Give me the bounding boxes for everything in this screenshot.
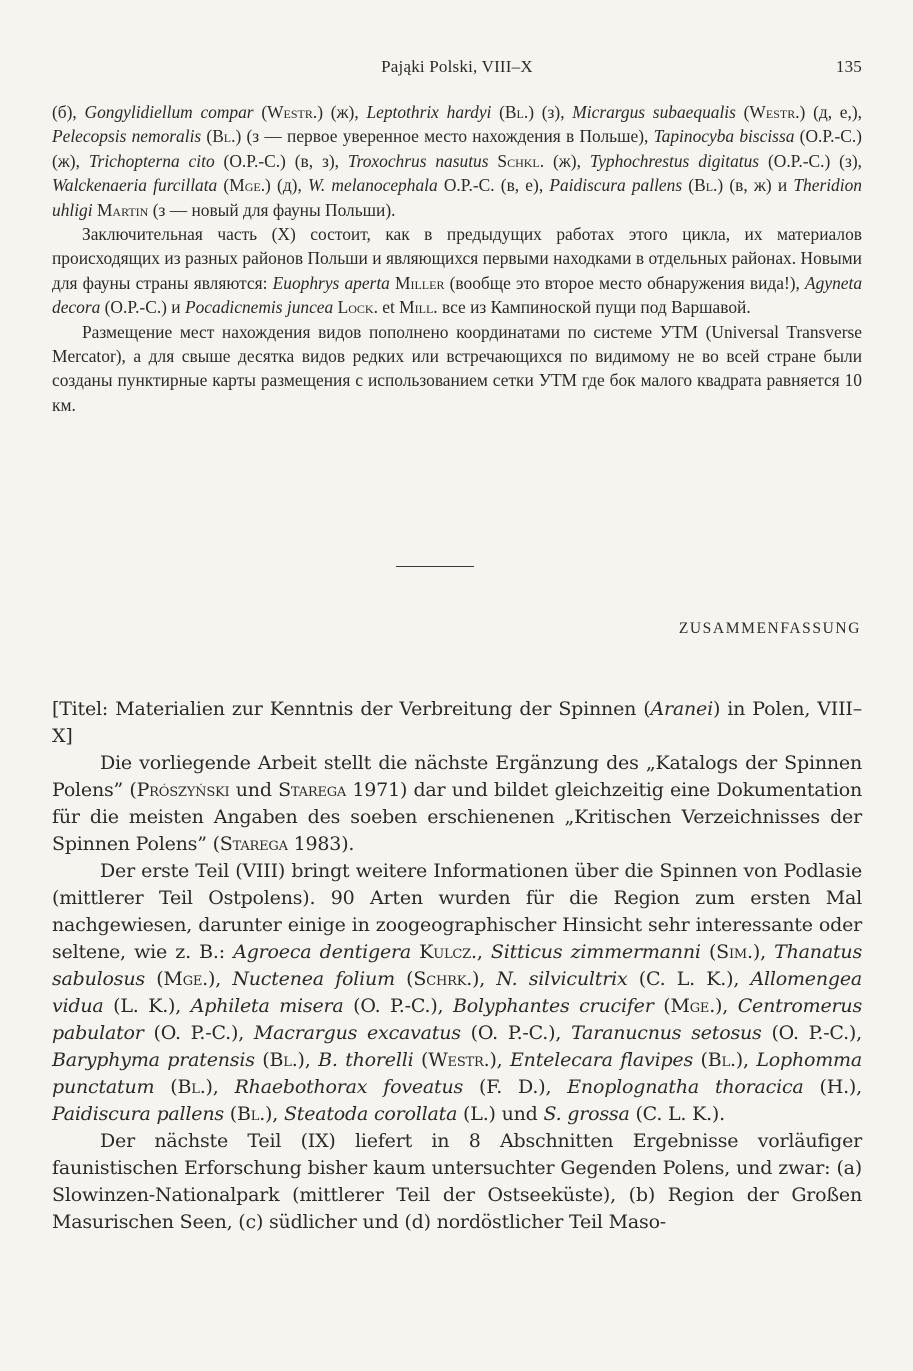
page-header bbox=[52, 57, 862, 83]
taxon-name: Agyneta decora bbox=[52, 272, 863, 318]
text-run: (M bbox=[217, 175, 245, 196]
author-name: estr bbox=[447, 1049, 484, 1071]
text-run: (O.P.-C.) (ж), bbox=[52, 126, 862, 171]
text-run: .) (з — первое уверенное место нахождения в Польше), bbox=[231, 126, 654, 147]
text-run: ) in Polen, VIII–X] bbox=[52, 698, 862, 747]
taxon-name: Bolyphantes crucifer bbox=[452, 995, 654, 1017]
taxon-name: Macrargus excavatus bbox=[253, 1022, 461, 1044]
text-run: .) (д), bbox=[260, 175, 308, 196]
taxon-name: Sitticus zimmermanni bbox=[490, 941, 701, 963]
de-paragraph-3 bbox=[52, 1128, 862, 1236]
russian-summary bbox=[52, 100, 862, 417]
text-run: (O. P.-C.), bbox=[460, 1022, 572, 1044]
taxon-name: Taranucnus setosus bbox=[571, 1022, 762, 1044]
text-run: Der erste Teil (VIII) bringt weitere Informationen über die Spinnen von Podlasie (mittlerer Teil Ostpolens). 90 Arten wurden für die Region zum ersten Mal nachgewiesen, darunter einige in zoogeographischer Hinsicht sehr interessante oder seltene, wie z. B.: bbox=[52, 860, 862, 963]
text-run: (W bbox=[413, 1049, 448, 1071]
text-run: (C. L. K.), bbox=[627, 968, 751, 990]
author-name: ge bbox=[182, 968, 203, 990]
text-run: (W bbox=[735, 102, 766, 122]
text-run: (б), bbox=[52, 102, 85, 122]
taxon-name: Lophomma punctatum bbox=[52, 1049, 862, 1098]
text-run: . (ж), bbox=[539, 150, 590, 171]
text-run: [Titel: Materialien zur Kenntnis der Verbreitung der Spinnen ( bbox=[52, 698, 651, 720]
taxon-name: Troxochrus nasutus bbox=[347, 150, 489, 171]
taxon-name: Enoplognatha thoracica bbox=[567, 1076, 804, 1098]
author-name: artin bbox=[112, 199, 149, 220]
author-name: l bbox=[705, 175, 714, 196]
text-run: (з — новый для фауны Польши). bbox=[148, 199, 396, 220]
text-run: (S bbox=[700, 941, 729, 963]
author-name: l bbox=[516, 102, 524, 122]
text-run: (O.P.-C.) (в, з), bbox=[214, 150, 348, 171]
author-name: l bbox=[721, 1049, 730, 1071]
text-run: .), bbox=[729, 1049, 757, 1071]
text-run: L bbox=[333, 297, 349, 318]
author-name: estr bbox=[765, 102, 796, 122]
text-run: (B bbox=[682, 175, 706, 196]
author-name: chkl bbox=[507, 150, 540, 171]
taxon-name: S. grossa bbox=[543, 1103, 630, 1125]
section-heading: ZUSAMMENFASSUNG bbox=[678, 620, 861, 637]
taxon-name: Pelecopsis nemoralis bbox=[52, 126, 202, 147]
author-name: im bbox=[729, 941, 748, 963]
author-name: l bbox=[223, 126, 232, 147]
author-name: ge bbox=[244, 175, 261, 196]
text-run: .), bbox=[483, 1049, 511, 1071]
taxon-name: N. silvicultrix bbox=[496, 968, 628, 990]
text-run: .) (з), bbox=[523, 102, 573, 122]
author-name: l bbox=[250, 1103, 260, 1125]
taxon-name: Typhochrestus digitatus bbox=[589, 150, 760, 171]
text-run: .) (в, ж) и bbox=[713, 175, 794, 196]
text-run: O.P.-C. (в, е), bbox=[437, 175, 550, 196]
text-run: ., bbox=[471, 941, 491, 963]
text-run: (M bbox=[653, 995, 690, 1017]
taxon-name: Nuctenea folium bbox=[232, 968, 395, 990]
text-run: .), bbox=[291, 1049, 319, 1071]
text-run: (L.) und bbox=[457, 1103, 544, 1125]
text-run: Die vorliegende Arbeit stellt die nächste Ergänzung des „Katalogs der Spinnen Polens” (P bbox=[52, 752, 862, 801]
de-paragraph-2 bbox=[52, 858, 862, 1128]
text-run: (B bbox=[223, 1103, 251, 1125]
text-run: (B bbox=[491, 102, 517, 122]
taxon-name: Euophrys aperta bbox=[272, 272, 390, 293]
text-run: .) (ж), bbox=[312, 102, 367, 122]
author-name: ock bbox=[348, 297, 374, 318]
author-name: rószyński bbox=[149, 779, 230, 801]
ru-paragraph-1 bbox=[52, 100, 862, 222]
text-run: (C. L. K.). bbox=[629, 1103, 725, 1125]
taxon-name: Trichopterna cito bbox=[88, 150, 215, 171]
text-run: .), bbox=[709, 995, 738, 1017]
text-run: (B bbox=[154, 1076, 192, 1098]
text-run: K bbox=[411, 941, 434, 963]
german-summary bbox=[52, 696, 862, 1236]
taxon-name: Pocadicnemis juncea bbox=[184, 297, 334, 318]
text-run: . et M bbox=[373, 297, 415, 318]
text-run: (B bbox=[254, 1049, 284, 1071]
text-run: (F. D.), bbox=[463, 1076, 568, 1098]
text-run: .), bbox=[202, 968, 233, 990]
text-run: (вообще это второе место обнаружения вида!), bbox=[444, 272, 806, 293]
ru-paragraph-3 bbox=[52, 320, 862, 418]
text-run: .) (д, е,), bbox=[795, 102, 863, 122]
taxon-name: Baryphyma pratensis bbox=[52, 1049, 255, 1071]
taxon-name: Theridion uhligi bbox=[52, 175, 862, 220]
taxon-name: Gongylidiellum compar bbox=[84, 102, 254, 122]
taxon-name: W. melanocephala bbox=[308, 175, 438, 196]
text-run: S bbox=[488, 150, 508, 171]
text-run: (O. P.-C.), bbox=[143, 1022, 254, 1044]
text-run: .), bbox=[199, 1076, 235, 1098]
taxon-name: Micrargus subaequalis bbox=[572, 102, 736, 122]
author-name: ulcz bbox=[433, 941, 471, 963]
section-divider bbox=[396, 566, 474, 567]
text-run: . все из Кампиноской пущи под Варшавой. bbox=[433, 297, 751, 318]
page-number: 135 bbox=[835, 57, 862, 76]
text-run: Заключительная часть (X) состоит, как в предыдущих работах этого цикла, их материалов происходящих из разных районов Польши и являющихся первыми находками в отдельных районах. Новыми для фауны страны являются: bbox=[52, 224, 862, 293]
text-run: Der nächste Teil (IX) liefert in 8 Abschnitten Ergebnisse vorläufiger faunistischen Erforschung bisher kaum untersuchter Gegenden Polens, und zwar: (a) Slowinzen-Nationalpark (mittlerer Teil der Ostseeküste), (b) Region der Großen Masurischen Seen, (c) südlicher und (d) nordöstlicher Teil Maso- bbox=[52, 1130, 862, 1233]
text-run: (O.P.-C.) и bbox=[100, 297, 185, 318]
author-name: tarega bbox=[290, 779, 347, 801]
text-run: und S bbox=[229, 779, 291, 801]
de-title-line bbox=[52, 696, 862, 750]
text-run: 1971) dar und bildet gleichzeitig eine Dokumentation für die meisten Angaben des soeben erschienenen „Kritischen Verzeichnisses der Spinnen Polens” (S bbox=[52, 779, 862, 855]
ru-paragraph-2 bbox=[52, 222, 862, 320]
taxon-name: Aranei bbox=[650, 698, 713, 720]
author-name: chrk bbox=[426, 968, 467, 990]
taxon-name: Centromerus pabulator bbox=[52, 995, 862, 1044]
text-run: .), bbox=[259, 1103, 284, 1125]
author-name: ge bbox=[689, 995, 710, 1017]
author-name: l bbox=[283, 1049, 292, 1071]
text-run: 1983). bbox=[287, 833, 355, 855]
author-name: ill bbox=[414, 297, 434, 318]
text-run: (O.P.-C.) (з), bbox=[759, 150, 862, 171]
author-name: iller bbox=[410, 272, 445, 293]
text-run: .), bbox=[466, 968, 497, 990]
taxon-name: Entelecara flavipes bbox=[510, 1049, 694, 1071]
text-run: (O. P.-C.), bbox=[761, 1022, 862, 1044]
text-run: (B bbox=[201, 126, 224, 147]
text-run: (L. K.), bbox=[103, 995, 191, 1017]
text-run: (B bbox=[693, 1049, 722, 1071]
running-title: Pająki Polski, VIII–X bbox=[381, 57, 533, 76]
text-run: Размещение мест нахождения видов пополнено координатами по системе УТМ (Universal Transverse Mercator), а для свыше десятка видов редких или встречающихся по видимому не во всей стране были созданы пунктирные карты размещения с использованием сетки УТМ где бок малого квадрата равняется 10 км. bbox=[52, 321, 862, 415]
taxon-name: Agroeca dentigera bbox=[233, 941, 411, 963]
author-name: tarega bbox=[232, 833, 288, 855]
text-run: M bbox=[389, 272, 411, 293]
taxon-name: Leptothrix hardyi bbox=[366, 102, 492, 122]
taxon-name: B. thorelli bbox=[318, 1049, 414, 1071]
taxon-name: Paidiscura pallens bbox=[549, 175, 683, 196]
text-run: (H.), bbox=[803, 1076, 862, 1098]
text-run: (O. P.-C.), bbox=[343, 995, 453, 1017]
author-name: estr bbox=[283, 102, 313, 122]
text-run: M bbox=[92, 199, 113, 220]
author-name: l bbox=[191, 1076, 200, 1098]
de-paragraph-1 bbox=[52, 750, 862, 858]
taxon-name: Rhaebothorax foveatus bbox=[234, 1076, 464, 1098]
taxon-name: Steatoda corollata bbox=[283, 1103, 458, 1125]
taxon-name: Walckenaeria furcillata bbox=[52, 175, 218, 196]
taxon-name: Allomengea vidua bbox=[52, 968, 863, 1017]
text-run: (M bbox=[144, 968, 183, 990]
text-run: (W bbox=[253, 102, 284, 122]
taxon-name: Thanatus sabulosus bbox=[52, 941, 862, 990]
text-run: .), bbox=[747, 941, 775, 963]
taxon-name: Tapinocyba biscissa bbox=[653, 126, 795, 147]
text-run: (S bbox=[394, 968, 427, 990]
taxon-name: Aphileta misera bbox=[190, 995, 344, 1017]
taxon-name: Paidiscura pallens bbox=[52, 1103, 224, 1125]
